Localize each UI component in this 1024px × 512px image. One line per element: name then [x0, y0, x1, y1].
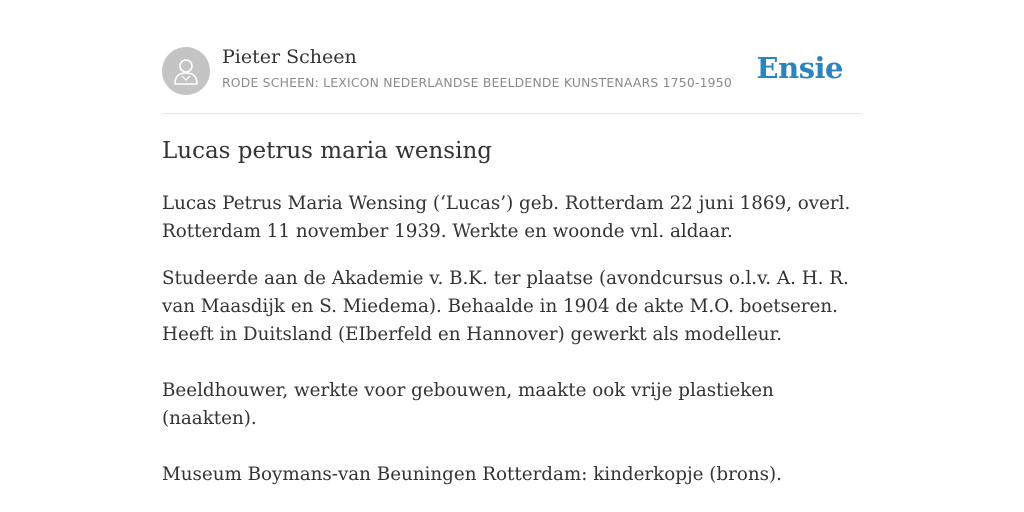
paragraph: Beeldhouwer, werkte voor gebouwen, maakte ook vrije plastieken (naakten).	[162, 380, 774, 429]
paragraph: Museum Boymans-van Beuningen Rotterdam: kinderkopje (brons).	[162, 464, 782, 485]
article-body	[162, 190, 852, 489]
paragraph: Studeerde aan de Akademie v. B.K. ter plaatse (avondcursus o.l.v. A. H. R. van Maasdijk en S. Miedema). Behaalde in 1904 de akte M.O. boetseren. Heeft in Duitsland (EIberfeld en Hannover) gewerkt als modelleur.	[162, 268, 849, 345]
article-title: Lucas petrus maria wensing	[162, 138, 492, 164]
paragraph: Lucas Petrus Maria Wensing (‘Lucas’) geb. Rotterdam 22 juni 1869, overl. Rotterdam 11 november 1939. Werkte en woonde vnl. aldaar.	[162, 193, 851, 242]
user-icon	[173, 57, 199, 85]
author-avatar[interactable]	[162, 47, 210, 95]
ensie-logo[interactable]: Ensie	[756, 51, 843, 85]
article-header	[162, 46, 862, 96]
author-name[interactable]: Pieter Scheen	[222, 46, 357, 68]
header-divider	[162, 113, 862, 114]
source-label[interactable]: RODE SCHEEN: LEXICON NEDERLANDSE BEELDENDE KUNSTENAARS 1750-1950	[222, 75, 732, 90]
